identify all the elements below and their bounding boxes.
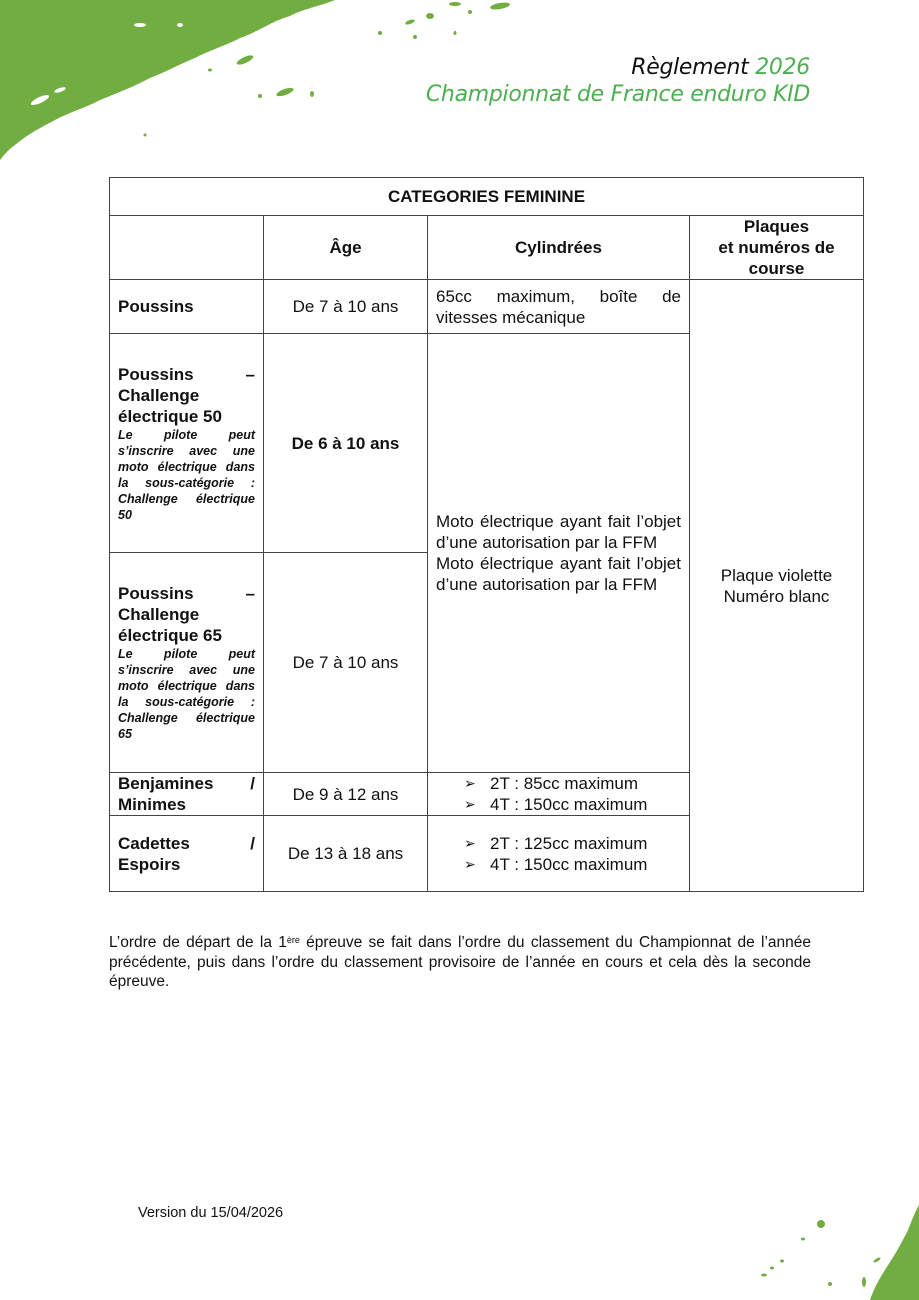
category-name: Poussins xyxy=(118,364,194,384)
category-title-line xyxy=(118,773,255,794)
cylindree-cell xyxy=(428,334,690,773)
header-subtitle: Championnat de France enduro KID xyxy=(425,82,810,107)
header-title-word: Règlement xyxy=(631,55,749,80)
bullet-item xyxy=(436,773,681,794)
categories-table xyxy=(109,177,864,892)
column-header-age: Âge xyxy=(264,216,428,280)
bullet-text: 4T : 150cc maximum xyxy=(490,854,648,874)
arrow-bullet-icon: ➢ xyxy=(464,796,476,812)
cylindree-text-50: Moto électrique ayant fait l’objet d’une autorisation par la FFM xyxy=(436,512,681,552)
category-separator: / xyxy=(250,833,255,853)
category-subname: Challenge électrique 65 xyxy=(118,605,222,645)
bullet-item xyxy=(436,854,681,875)
age-cell: De 7 à 10 ans xyxy=(264,553,428,773)
paragraph-text-2: épreuve se fait dans l’ordre du classement du Championnat de l’année précédente, puis dans l’ordre du classement provisoire de l’année en cours et cela dès la seconde épreuve. xyxy=(109,934,811,990)
table-row xyxy=(110,280,864,334)
category-separator: / xyxy=(250,774,255,793)
category-cell xyxy=(110,334,264,553)
arrow-bullet-icon: ➢ xyxy=(464,834,476,851)
category-note: Le pilote peut s’inscrire avec une moto électrique dans la sous-catégorie : Challenge électrique 50 xyxy=(118,427,255,522)
category-name: Cadettes xyxy=(118,833,190,853)
arrow-bullet-icon: ➢ xyxy=(464,855,476,872)
paragraph-superscript: ère xyxy=(286,935,300,945)
category-dash: – xyxy=(245,584,255,603)
category-cell xyxy=(110,773,264,816)
bullet-item xyxy=(436,794,681,815)
category-cell: Poussins xyxy=(110,280,264,334)
arrow-bullet-icon: ➢ xyxy=(464,775,476,791)
category-cell xyxy=(110,816,264,892)
plates-line-1: Plaque violette xyxy=(720,565,833,585)
category-name: Benjamines xyxy=(118,774,214,793)
plates-cell xyxy=(690,280,864,892)
category-title-line xyxy=(118,833,255,854)
cylindree-cell: 65cc maximum, boîte de vitesses mécanique xyxy=(428,280,690,334)
age-cell: De 9 à 12 ans xyxy=(264,773,428,816)
category-subname: Challenge électrique 50 xyxy=(118,385,222,426)
category-title-line xyxy=(118,583,255,604)
bullet-text: 4T : 150cc maximum xyxy=(490,795,648,814)
category-title-line xyxy=(118,364,255,385)
category-subname: Espoirs xyxy=(118,854,181,874)
bullet-text: 2T : 85cc maximum xyxy=(490,774,639,793)
table-title: CATEGORIES FEMININE xyxy=(110,178,864,216)
column-header-category xyxy=(110,216,264,280)
paragraph-text-1: L’ordre de départ de la 1 xyxy=(109,934,287,951)
category-cell xyxy=(110,553,264,773)
header-title xyxy=(426,54,810,81)
start-order-paragraph xyxy=(109,933,811,992)
bullet-item xyxy=(436,833,681,854)
category-dash: – xyxy=(245,364,255,384)
green-splash-decoration-bottom xyxy=(740,1200,919,1300)
cylindree-text-65: Moto électrique ayant fait l’objet d’une autorisation par la FFM xyxy=(436,554,681,594)
document-header xyxy=(426,54,810,108)
age-cell: De 7 à 10 ans xyxy=(264,280,428,334)
cylindree-cell xyxy=(428,773,690,816)
category-subname: Minimes xyxy=(118,795,187,814)
bullet-text: 2T : 125cc maximum xyxy=(490,833,648,853)
column-header-cylindrees: Cylindrées xyxy=(428,216,690,280)
version-footer: Version du 15/04/2026 xyxy=(138,1205,284,1221)
cylindree-cell xyxy=(428,816,690,892)
category-name: Poussins xyxy=(118,584,194,603)
plates-line-2: Numéro blanc xyxy=(723,586,830,606)
age-cell: De 6 à 10 ans xyxy=(264,334,428,553)
header-year: 2026 xyxy=(755,55,810,80)
age-cell: De 13 à 18 ans xyxy=(264,816,428,892)
column-header-plates: Plaques et numéros de course xyxy=(690,216,864,280)
category-note: Le pilote peut s’inscrire avec une moto électrique dans la sous-catégorie : Challenge électrique 65 xyxy=(118,647,255,741)
